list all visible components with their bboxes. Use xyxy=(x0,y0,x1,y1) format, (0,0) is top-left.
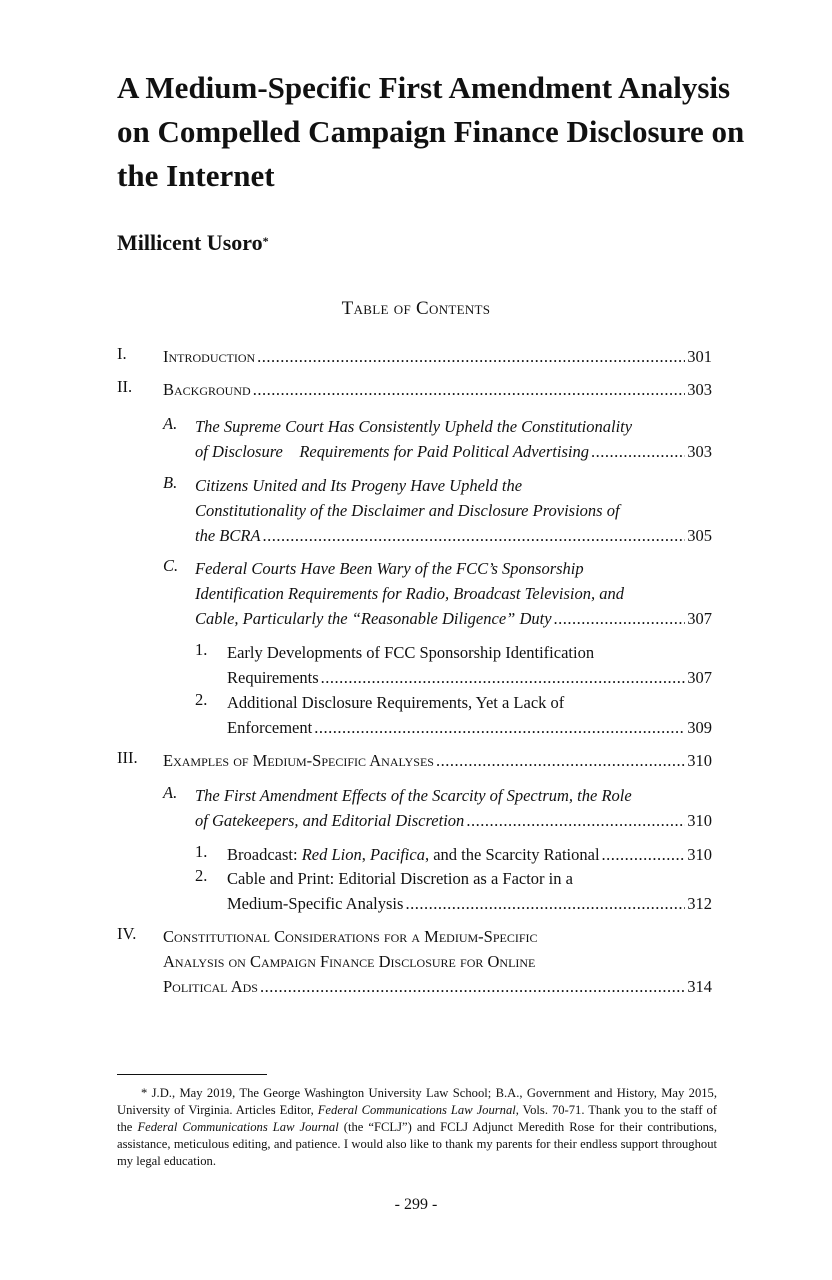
toc-entry-page: 307 xyxy=(687,668,712,687)
toc-entry-title-line: Constitutionality of the Disclaimer and Disclosure Provisions of xyxy=(195,501,620,520)
toc-entry-item-ii-c-1 xyxy=(195,640,712,690)
footnote-mark: * xyxy=(141,1086,148,1100)
toc-title-part: , xyxy=(361,845,370,864)
toc-entry-page: 301 xyxy=(687,347,712,366)
toc-entry-title: Introduction xyxy=(163,347,256,366)
footnote-text: J.D., May 2019, The George Washington University Law School; B.A., Government and History, May 2015, University of Virginia. Articles Editor, xyxy=(117,1086,717,1117)
toc-leader-dots xyxy=(321,665,686,690)
toc-entry-page: 305 xyxy=(687,526,712,545)
author-footnote-mark: * xyxy=(262,234,269,248)
toc-entry-title-line: The Supreme Court Has Consistently Upheld the Constitutionality xyxy=(195,417,633,436)
toc-entry-number: B. xyxy=(163,473,178,492)
toc-entry-background xyxy=(117,377,712,402)
toc-entry-title-line: Medium-Specific Analysis xyxy=(227,894,404,913)
toc-entry-number: I. xyxy=(117,344,127,363)
toc-entry-page: 307 xyxy=(687,609,712,628)
toc-entry-number: IV. xyxy=(117,924,137,943)
journal-name: Federal Communications Law Journal xyxy=(137,1120,339,1134)
toc-entry-title-line: Requirements xyxy=(227,668,319,687)
toc-entry-title-line: Political Ads xyxy=(163,977,258,996)
toc-entry-title-line: Federal Courts Have Been Wary of the FCC’s Sponsorship xyxy=(195,559,584,578)
toc-leader-dots xyxy=(591,439,685,464)
toc-entry-number: 2. xyxy=(195,866,208,885)
toc-entry-title-line: Early Developments of FCC Sponsorship Identification xyxy=(227,643,595,662)
toc-heading xyxy=(0,298,832,320)
toc-heading-text: Table of Contents xyxy=(341,298,491,319)
toc-entry-page: 312 xyxy=(687,894,712,913)
author-footnote xyxy=(117,1085,717,1170)
toc-leader-dots xyxy=(405,891,685,916)
toc-entry-title-line: Citizens United and Its Progeny Have Upheld the xyxy=(195,476,523,495)
toc-entry-title-line: Constitutional Considerations for a Medium-Specific xyxy=(163,927,538,946)
toc-entry-page: 310 xyxy=(687,845,712,864)
toc-entry-subsection-iii-a xyxy=(163,783,712,833)
toc-entry-page: 303 xyxy=(687,442,712,461)
toc-entry-page: 303 xyxy=(687,380,712,399)
page-number: - 299 - xyxy=(394,1196,438,1213)
footnote-text: , Vols. 70-71. Thank you to the staff of the xyxy=(117,1103,717,1134)
toc-entry-page: 314 xyxy=(687,977,712,996)
toc-entry-number: A. xyxy=(163,414,178,433)
toc-entry-number: 1. xyxy=(195,842,208,861)
toc-entry-title: Examples of Medium-Specific Analyses xyxy=(163,751,434,770)
toc-entry-subsection-ii-a xyxy=(163,414,712,464)
toc-title-part: Broadcast: xyxy=(227,845,302,864)
toc-entry-title-line: of Disclosure Requirements for Paid Political Advertising xyxy=(195,442,589,461)
toc-entry-title-line: Cable, Particularly the “Reasonable Diligence” Duty xyxy=(195,609,552,628)
toc-entry-number: II. xyxy=(117,377,133,396)
toc-entry-examples xyxy=(117,748,712,773)
toc-entry-title-line: Enforcement xyxy=(227,718,313,737)
toc-entry-title-line: Identification Requirements for Radio, Broadcast Television, and xyxy=(195,584,624,603)
case-name-red-lion: Red Lion xyxy=(301,845,362,864)
toc-entry-subsection-ii-c xyxy=(163,556,712,631)
footnote-text: (the “FCLJ”) and FCLJ Adjunct Meredith Rose for their contributions, assistance, meticulous editing, and patience. I would also like to thank my parents for their endless support throughout my legal education. xyxy=(117,1120,717,1168)
author-byline xyxy=(117,228,269,258)
toc-entry-title-line: Cable and Print: Editorial Discretion as a Factor in a xyxy=(227,869,573,888)
journal-name: Federal Communications Law Journal xyxy=(317,1103,516,1117)
toc-entry-number: 2. xyxy=(195,690,208,709)
toc-leader-dots xyxy=(554,606,686,631)
toc-entry-item-iii-a-1 xyxy=(195,842,712,867)
case-name-pacifica: Pacifica xyxy=(369,845,425,864)
toc-entry-page: 310 xyxy=(687,751,712,770)
toc-entry-title xyxy=(227,842,600,867)
toc-entry-constitutional-considerations xyxy=(117,924,712,999)
toc-entry-page: 310 xyxy=(687,811,712,830)
toc-entry-title-line: Additional Disclosure Requirements, Yet a Lack of xyxy=(227,693,565,712)
toc-leader-dots xyxy=(466,808,685,833)
toc-entry-page: 309 xyxy=(687,718,712,737)
toc-leader-dots xyxy=(263,523,686,548)
toc-entry-number: 1. xyxy=(195,640,208,659)
toc-leader-dots xyxy=(257,344,685,369)
toc-entry-number: A. xyxy=(163,783,178,802)
toc-entry-title-line: of Gatekeepers, and Editorial Discretion xyxy=(195,811,465,830)
toc-entry-introduction xyxy=(117,344,712,369)
toc-entry-title-line: the BCRA xyxy=(195,526,261,545)
toc-leader-dots xyxy=(260,974,685,999)
toc-entry-number: C. xyxy=(163,556,179,575)
toc-entry-item-iii-a-2 xyxy=(195,866,712,916)
toc-entry-number: III. xyxy=(117,748,138,767)
toc-leader-dots xyxy=(314,715,685,740)
toc-entry-subsection-ii-b xyxy=(163,473,712,548)
toc-leader-dots xyxy=(253,377,686,402)
article-title: A Medium-Specific First Amendment Analysis on Compelled Campaign Finance Disclosure on the Internet xyxy=(117,70,745,193)
toc-entry-item-ii-c-2 xyxy=(195,690,712,740)
toc-entry-title-line: The First Amendment Effects of the Scarcity of Spectrum, the Role xyxy=(195,786,632,805)
toc-leader-dots xyxy=(436,748,685,773)
toc-title-part: , and the Scarcity Rational xyxy=(424,845,600,864)
footnote-separator xyxy=(117,1074,267,1075)
author-name: Millicent Usoro xyxy=(117,230,263,255)
toc-leader-dots xyxy=(602,842,686,867)
toc-entry-title-line: Analysis on Campaign Finance Disclosure for Online xyxy=(163,952,536,971)
toc-entry-title: Background xyxy=(163,380,251,399)
